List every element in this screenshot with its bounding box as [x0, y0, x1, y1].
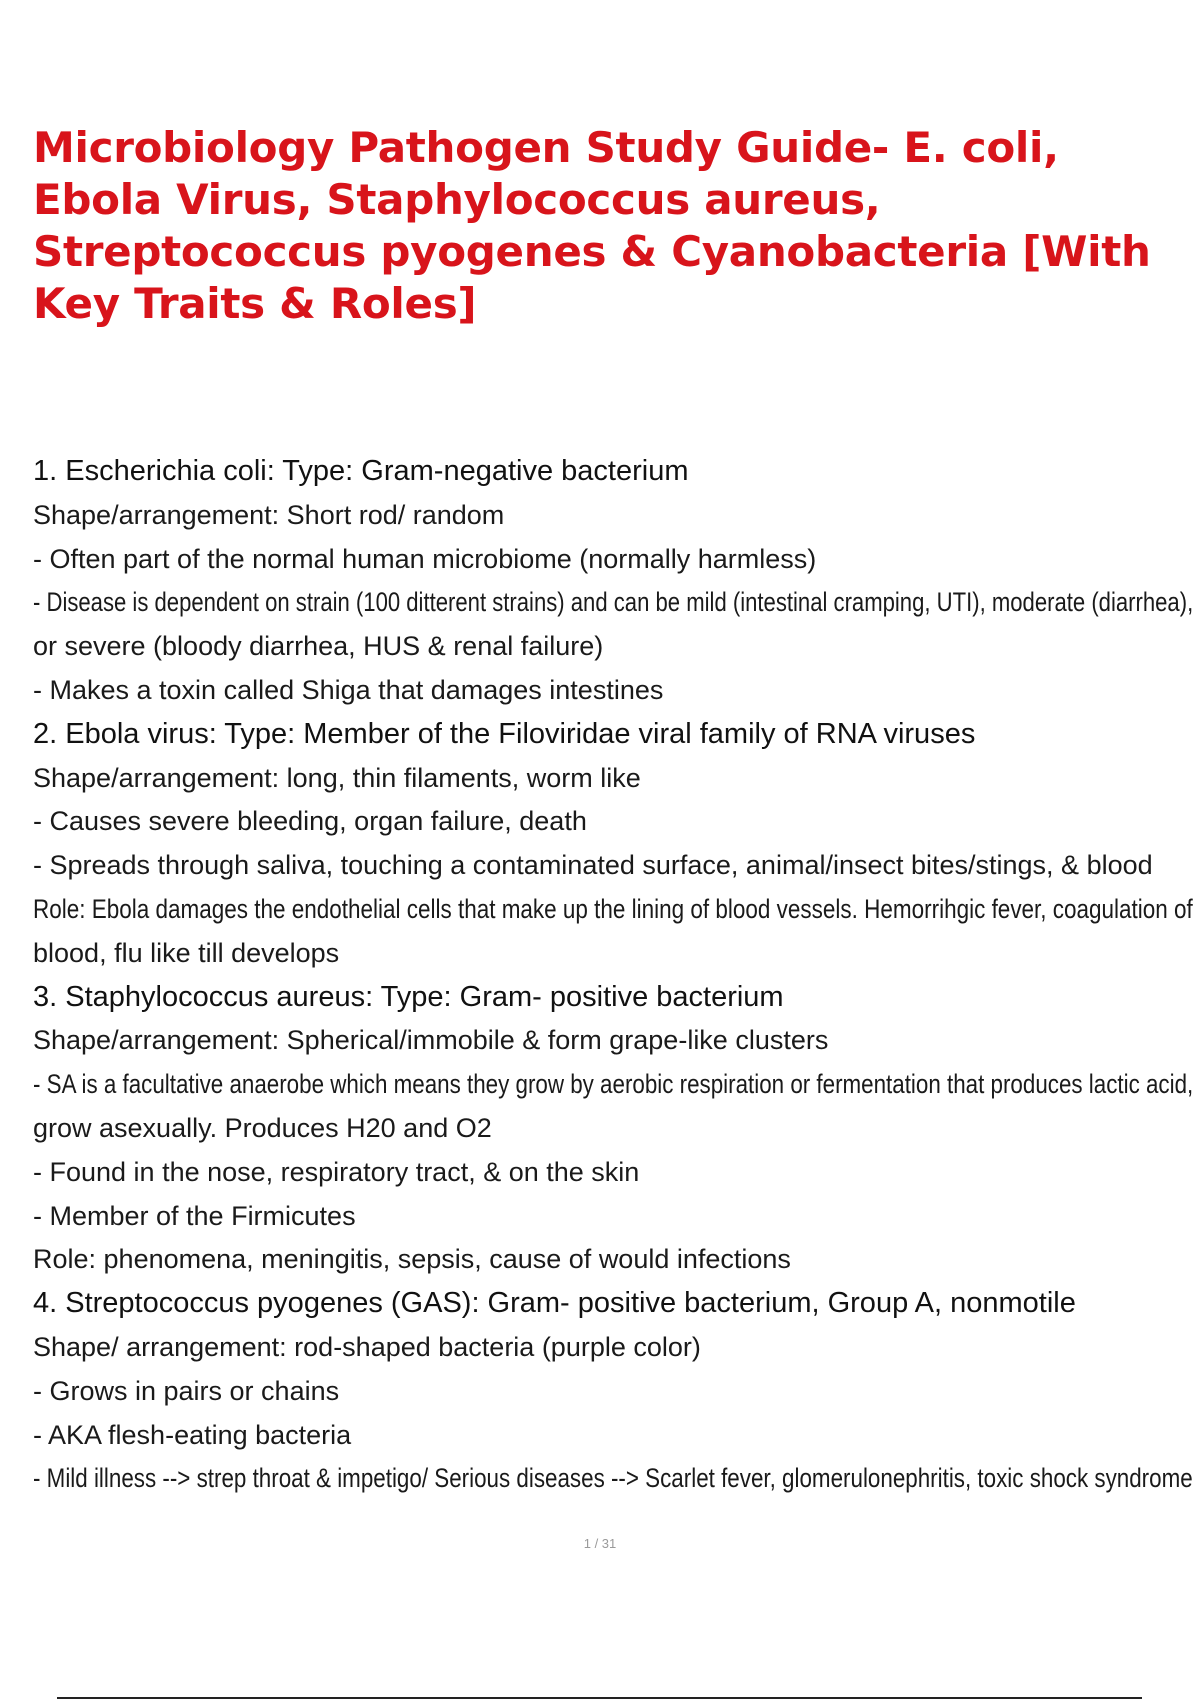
- staph-shape: Shape/arrangement: Spherical/immobile & form grape-like clusters: [33, 1025, 829, 1056]
- ecoli-disease-note-cont: or severe (bloody diarrhea, HUS & renal failure): [33, 631, 604, 662]
- document-body: [33, 450, 1193, 1501]
- ebola-symptoms-note: - Causes severe bleeding, organ failure, death: [33, 806, 587, 837]
- ebola-heading: 2. Ebola virus: Type: Member of the Filoviridae viral family of RNA viruses: [33, 717, 976, 750]
- page-title: Microbiology Pathogen Study Guide- E. coli, Ebola Virus, Staphylococcus aureus, Streptococcus pyogenes & Cyanobacteria [With Key Traits & Roles]: [33, 123, 1151, 328]
- ebola-shape: Shape/arrangement: long, thin filaments, worm like: [33, 762, 641, 793]
- strep-aka-note: - AKA flesh-eating bacteria: [33, 1419, 352, 1450]
- staph-role: Role: phenomena, meningitis, sepsis, cause of would infections: [33, 1244, 791, 1275]
- ecoli-toxin-note: - Makes a toxin called Shiga that damages intestines: [33, 674, 664, 705]
- ecoli-disease-note: - Disease is dependent on strain (100 ditterent strains) and can be mild (intestinal cramping, UTI), moderate (diarrhea),: [33, 587, 1194, 618]
- ebola-spread-note: - Spreads through saliva, touching a contaminated surface, animal/insect bites/stings, & blood: [33, 850, 1153, 881]
- strep-heading: 4. Streptococcus pyogenes (GAS): Gram- positive bacterium, Group A, nonmotile: [33, 1287, 1076, 1320]
- staph-location-note: - Found in the nose, respiratory tract, & on the skin: [33, 1156, 640, 1187]
- ebola-role: Role: Ebola damages the endothelial cells that make up the lining of blood vessels. Hemorrihgic fever, coagulation of: [33, 893, 1193, 924]
- page-number: 1 / 31: [583, 1536, 617, 1551]
- strep-illness-note: - Mild illness --> strep throat & impetigo/ Serious diseases --> Scarlet fever, glomerulonephritis, toxic shock syndrome: [33, 1463, 1193, 1494]
- ecoli-microbiome-note: - Often part of the normal human microbiome (normally harmless): [33, 543, 817, 574]
- staph-anaerobe-note: - SA is a facultative anaerobe which means they grow by aerobic respiration or fermentation that produces lactic acid,: [33, 1069, 1194, 1100]
- ecoli-shape: Shape/arrangement: Short rod/ random: [33, 499, 505, 530]
- ebola-role-cont: blood, flu like till develops: [33, 937, 340, 968]
- staph-heading: 3. Staphylococcus aureus: Type: Gram- positive bacterium: [33, 980, 784, 1013]
- page-bottom-rule: [57, 1697, 1142, 1699]
- staph-anaerobe-note-cont: grow asexually. Produces H20 and O2: [33, 1112, 492, 1143]
- strep-growth-note: - Grows in pairs or chains: [33, 1375, 340, 1406]
- strep-shape: Shape/ arrangement: rod-shaped bacteria (purple color): [33, 1331, 701, 1362]
- ecoli-heading: 1. Escherichia coli: Type: Gram-negative bacterium: [33, 455, 689, 487]
- staph-phylum-note: - Member of the Firmicutes: [33, 1200, 356, 1231]
